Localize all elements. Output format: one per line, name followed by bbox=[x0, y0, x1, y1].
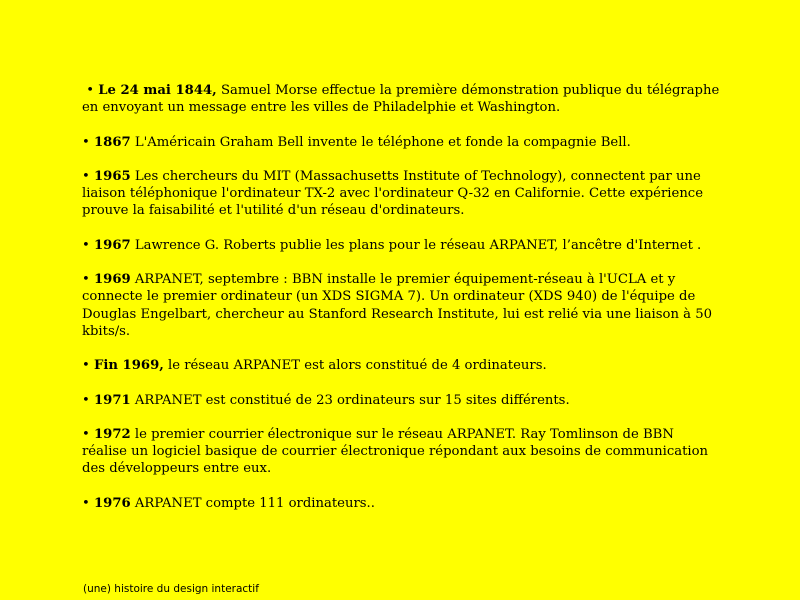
bullet: • bbox=[82, 134, 90, 150]
entry-date: 1971 bbox=[93, 392, 131, 408]
timeline-entry-1844 bbox=[82, 82, 722, 116]
bullet: • bbox=[82, 495, 90, 511]
footer-caption: (une) histoire du design interactif bbox=[83, 583, 259, 595]
timeline-entry-1967 bbox=[82, 237, 722, 254]
bullet: • bbox=[82, 392, 90, 408]
entry-text: ARPANET, septembre : BBN installe le premier équipement-réseau à l'UCLA et y connecte le premier ordinateur (un XDS SIGMA 7). Un ordinateur (XDS 940) de l'équipe de Douglas Engelbart, chercheur au Stanford Research Institute, lui est relié via une liaison à 50 kbits/s. bbox=[82, 272, 712, 339]
bullet: • bbox=[82, 237, 90, 253]
timeline-entry-1867 bbox=[82, 134, 722, 151]
bullet: • bbox=[86, 83, 94, 98]
bullet: • bbox=[82, 426, 90, 442]
entry-text: Samuel Morse effectue la première démonstration publique du télégraphe en envoyant un message entre les villes de Philadelphie et Washington. bbox=[82, 83, 720, 116]
timeline-entry-1972 bbox=[82, 426, 722, 478]
entry-text: le premier courrier électronique sur le réseau ARPANET. Ray Tomlinson de BBN réalise un logiciel basique de courrier électronique répondant aux besoins de communication des développeurs entre eux. bbox=[82, 426, 709, 477]
entry-date: 1967 bbox=[93, 237, 131, 253]
entry-date: 1976 bbox=[93, 495, 131, 511]
timeline-entry-1965 bbox=[82, 168, 722, 220]
entry-text: Lawrence G. Roberts publie les plans pour le réseau ARPANET, l’ancêtre d'Internet . bbox=[130, 237, 702, 253]
bullet: • bbox=[82, 272, 90, 288]
entry-date: 1965 bbox=[93, 168, 131, 184]
timeline-entry-1976 bbox=[82, 495, 722, 512]
entry-text: ARPANET compte 111 ordinateurs.. bbox=[130, 495, 375, 511]
entry-text: ARPANET est constitué de 23 ordinateurs sur 15 sites différents. bbox=[130, 392, 570, 408]
timeline-list bbox=[82, 82, 722, 529]
entry-date: Fin 1969, bbox=[93, 358, 164, 374]
timeline-entry-1971 bbox=[82, 392, 722, 409]
entry-text: Les chercheurs du MIT (Massachusetts Institute of Technology), connectent par une liaison téléphonique l'ordinateur TX-2 avec l'ordinateur Q-32 en Californie. Cette expérience prouve la faisabilité et l'utilité d'un réseau d'ordinateurs. bbox=[82, 168, 703, 219]
timeline-entry-1969 bbox=[82, 271, 722, 340]
bullet: • bbox=[82, 168, 90, 184]
entry-text: L'Américain Graham Bell invente le téléphone et fonde la compagnie Bell. bbox=[130, 134, 631, 150]
entry-date: Le 24 mai 1844, bbox=[98, 83, 217, 98]
entry-text: le réseau ARPANET est alors constitué de 4 ordinateurs. bbox=[163, 358, 547, 374]
entry-date: 1972 bbox=[93, 426, 131, 442]
entry-date: 1969 bbox=[93, 272, 131, 288]
timeline-entry-fin-1969 bbox=[82, 357, 722, 374]
bullet: • bbox=[82, 358, 90, 374]
entry-date: 1867 bbox=[93, 134, 131, 150]
